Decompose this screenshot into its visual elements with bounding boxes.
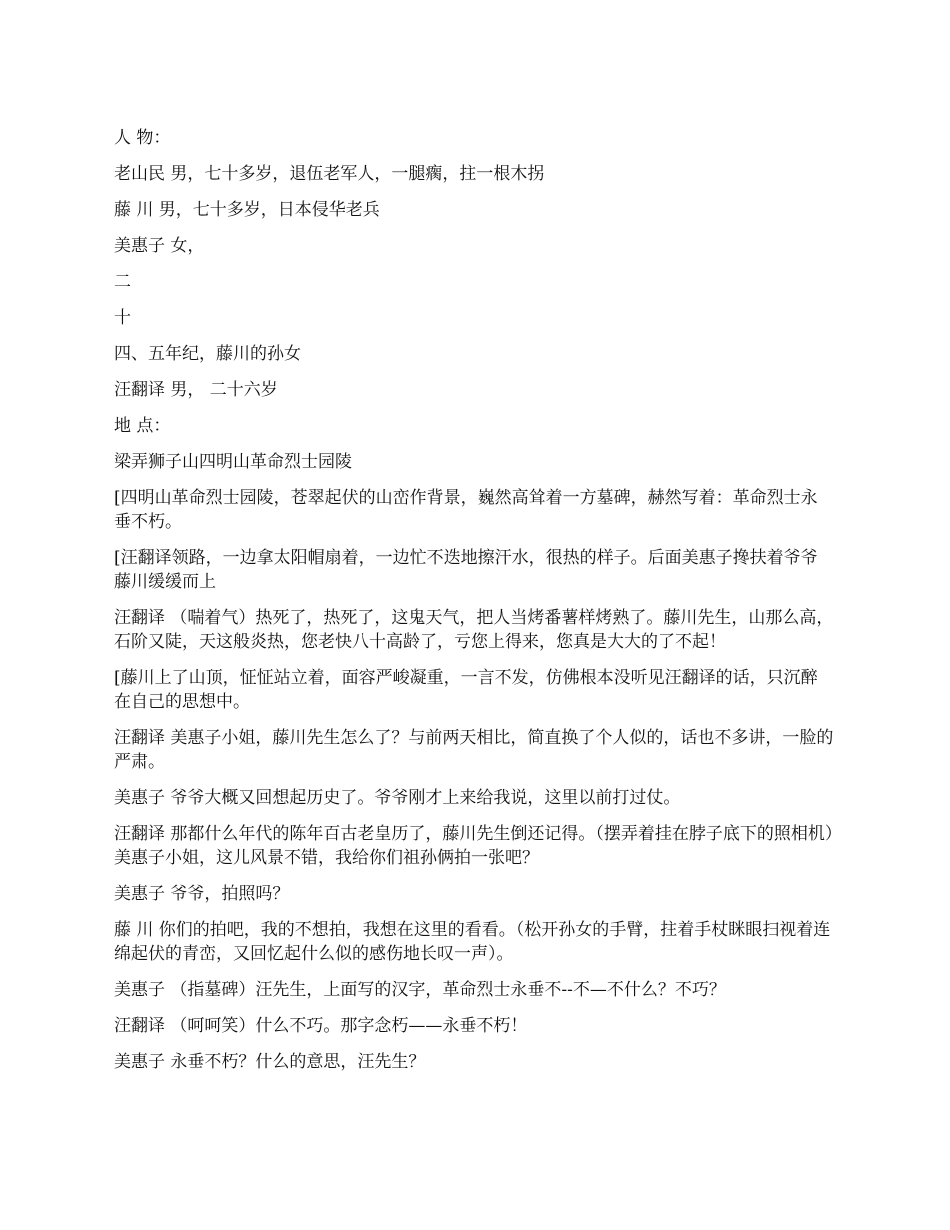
cast-wangfanyi: 汪翻译 男， 二十六岁 [114,380,278,400]
dialogue-line: 美惠子 爷爷大概又回想起历史了。爷爷刚才上来给我说，这里以前打过仗。 [114,788,681,808]
cast-meihuizi-fragment-3: 四、五年纪，藤川的孙女 [114,344,301,364]
cast-tengchuan: 藤 川 男，七十多岁，日本侵华老兵 [114,200,380,220]
cast-laoshanmin: 老山民 男，七十多岁，退伍老军人，一腿瘸，拄一根木拐 [114,164,545,184]
cast-heading: 人 物： [114,128,171,148]
dialogue-line: 汪翻译 那都什么年代的陈年百古老皇历了，藤川先生倒还记得。（摆弄着挂在脖子底下的照相机）美惠子小姐，这儿风景不错，我给你们祖孙俩拍一张吧？ [114,824,834,868]
dialogue-line: 汪翻译 美惠子小姐，藤川先生怎么了？与前两天相比，简直换了个人似的，话也不多讲，一脸的严肃。 [114,728,834,772]
cast-meihuizi-fragment-2: 十 [114,308,131,328]
stage-direction: [藤川上了山顶，怔怔站立着，面容严峻凝重，一言不发，仿佛根本没听见汪翻译的话，只沉醉在自己的思想中。 [114,668,818,712]
cast-meihuizi: 美惠子 女， [114,236,205,256]
cast-meihuizi-fragment-1: 二 [114,272,131,292]
stage-direction: [汪翻译领路，一边拿太阳帽扇着，一边忙不迭地擦汗水，很热的样子。后面美惠子搀扶着爷爷藤川缓缓而上 [114,548,818,592]
dialogue-line: 汪翻译 （呵呵笑）什么不巧。那字念朽——永垂不朽！ [114,1016,528,1036]
document-page [114,126,834,1086]
dialogue-line: 美惠子 爷爷，拍照吗？ [114,884,290,904]
dialogue-line: 美惠子 永垂不朽？什么的意思，汪先生？ [114,1052,426,1072]
dialogue-line: 汪翻译 （喘着气）热死了，热死了，这鬼天气，把人当烤番薯样烤熟了。藤川先生，山那么高，石阶又陡，天这般炎热，您老快八十高龄了，亏您上得来，您真是大大的了不起！ [114,608,834,652]
dialogue-line: 藤 川 你们的拍吧，我的不想拍，我想在这里的看看。（松开孙女的手臂，拄着手杖眯眼扫视着连绵起伏的青峦，又回忆起什么似的感伤地长叹一声）。 [114,920,831,964]
dialogue-line: 美惠子 （指墓碑）汪先生，上面写的汉字，革命烈士永垂不--不—不什么？不巧？ [114,980,726,1000]
location-text: 梁弄狮子山四明山革命烈士园陵 [114,452,352,472]
stage-direction: [四明山革命烈士园陵，苍翠起伏的山峦作背景，巍然高耸着一方墓碑，赫然写着：革命烈士永垂不朽。 [114,488,818,532]
location-heading: 地 点： [114,416,171,436]
